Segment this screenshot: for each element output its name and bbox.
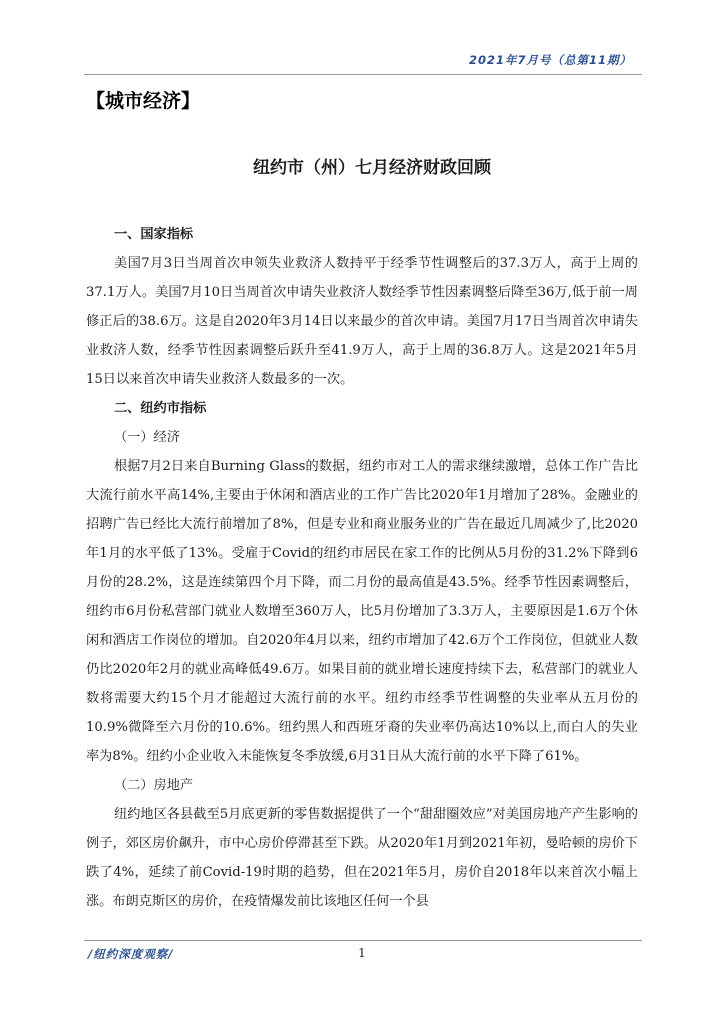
economy-paragraph: 根据7月2日来自Burning Glass的数据，纽约市对工人的需求继续激增，总体工作广告比大流行前水平高14%,主要由于休闲和酒店业的工作广告比2020年1月增加了28%。金融业的招聘广告已经比大流行前增加了8%，但是专业和商业服务业的广告在最近几周减少了,比2020年1月的水平低了13%。受雇于Covid的纽约市居民在家工作的比例从5月份的31.2%下降到6月份的28.2%，这是连续第四个月下降，而二月份的最高值是43.5%。经季节性因素调整后，纽约市6月份私营部门就业人数增至360万人，比5月份增加了3.3万人，主要原因是1.6万个休闲和酒店工作岗位的增加。自2020年4月以来，纽约市增加了42.6万个工作岗位，但就业人数仍比2020年2月的就业高峰低49.6万。如果目前的就业增长速度持续下去，私营部门的就业人数将需要大约15个月才能超过大流行前的水平。纽约市经季节性调整的失业率从五月份的10.9%微降至六月份的10.6%。纽约黑人和西班牙裔的失业率仍高达10%以上,而白人的失业率为8%。纽约小企业收入未能恢复冬季放缓,6月31日从大流行前的水平下降了61%。 — [86, 459, 638, 764]
document-body — [86, 220, 638, 916]
page-number: 1 — [358, 946, 366, 960]
national-heading: 一、国家指标 — [114, 227, 194, 242]
footer-brand: /纽约深度观察/ — [88, 947, 174, 961]
header-divider — [84, 74, 642, 75]
national-paragraph: 美国7月3日当周首次申领失业救济人数持平于经季节性调整后的37.3万人，高于上周的37.1万人。美国7月10日当周首次申请失业救济人数经季节性因素调整后降至36万,低于前一周修正后的38.6万。这是自2020年3月14日以来最少的首次申请。美国7月17日当周首次申请失业救济人数，经季节性因素调整后跃升至41.9万人，高于上周的36.8万人。这是2021年5月15日以来首次申请失业救济人数最多的一次。 — [86, 256, 638, 387]
nyc-heading: 二、纽约市指标 — [114, 401, 207, 416]
section-tag: 【城市经济】 — [86, 90, 201, 112]
economy-subheading: （一）经济 — [114, 430, 180, 445]
real-estate-subheading: （二）房地产 — [114, 778, 194, 793]
footer-divider — [84, 940, 642, 941]
header-issue: 2021年7月号（总第11期） — [468, 53, 632, 67]
real-estate-paragraph: 纽约地区各县截至5月底更新的零售数据提供了一个“甜甜圈效应”对美国房地产产生影响的例子，郊区房价飙升，市中心房价停滞甚至下跌。从2020年1月到2021年初，曼哈顿的房价下跌了4%，延续了前Covid-19时期的趋势，但在2021年5月，房价自2018年以来首次小幅上涨。布朗克斯区的房价，在疫情爆发前比该地区任何一个县 — [86, 807, 638, 909]
document-title: 纽约市（州）七月经济财政回顾 — [253, 158, 491, 178]
